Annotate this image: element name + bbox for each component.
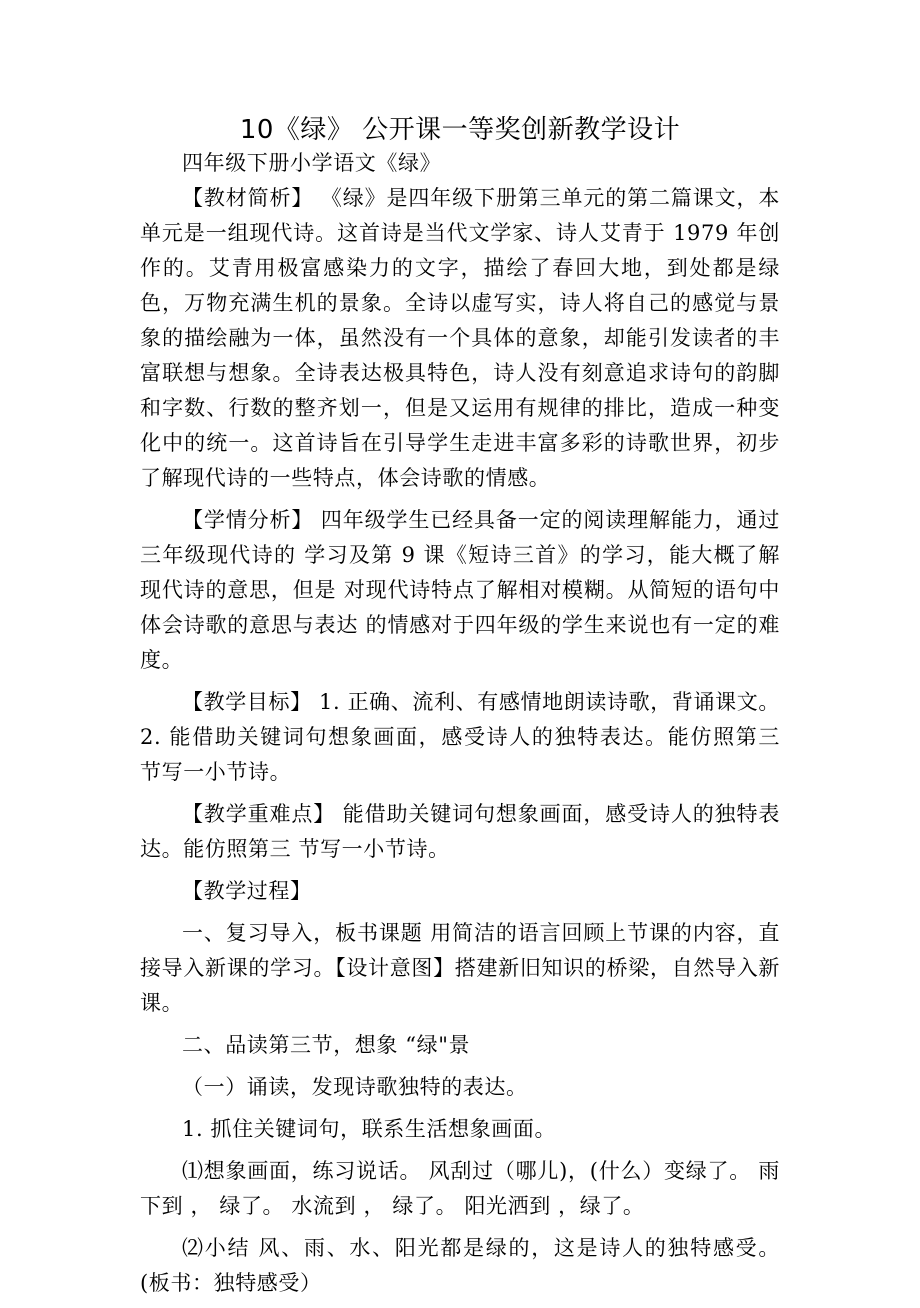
document-body: [140, 146, 780, 1308]
section-jiaocai: [140, 181, 780, 496]
process-point-1: 1. 抓住关键词句，联系生活想象画面。: [182, 1117, 557, 1141]
section-label: 【教学过程】: [182, 879, 312, 903]
section-label: 【教材简析】: [182, 186, 314, 210]
section-xueqing: [140, 503, 780, 678]
section-guocheng: [140, 874, 780, 909]
section-zhongnandian: [140, 797, 780, 867]
section-label: 【教学目标】: [182, 690, 312, 714]
section-text: 1. 正确、流利、有感情地朗读诗歌，背诵课文。2. 能借助关键词句想象画面，感受诗人的独特表达。能仿照第三 节写一小节诗。: [140, 690, 780, 784]
process-item-1: ⑴想象画面，练习说话。 风刮过（哪儿)，(什么）变绿了。 雨下到 ， 绿了。 水流到 ， 绿了。 阳光洒到 ，绿了。: [140, 1159, 780, 1218]
process-step-1: 一、复习导入，板书课题 用简洁的语言回顾上节课的内容，直接导入新课的学习。【设计意图】搭建新旧知识的桥梁，自然导入新课。: [140, 921, 780, 1015]
section-label: 【教学重难点】: [182, 802, 336, 826]
section-label: 【学情分析】: [182, 508, 314, 532]
section-text: 能借助关键词句想象画面，感受诗人的独特表达。能仿照第三 节写一小节诗。: [140, 802, 780, 861]
process-step-2: 二、品读第三节，想象 “绿"景: [182, 1033, 471, 1057]
document-subtitle: 四年级下册小学语文《绿》: [182, 151, 442, 175]
section-text: 《绿》是四年级下册第三单元的第二篇课文，本单元是一组现代诗。这首诗是当代文学家、诗人艾青于 1979 年创作的。艾青用极富感染力的文字，描绘了春回大地，到处都是绿色，万物充满生机的景象。全诗以虚写实，诗人将自己的感觉与景象的描绘融为一体，虽然没有一个具体的意象，却能引发读者的丰富联想与想象。全诗表达极具特色，诗人没有刻意追求诗句的韵脚和字数、行数的整齐划一，但是又运用有规律的排比，造成一种变化中的统一。这首诗旨在引导学生走进丰富多彩的诗歌世界，初步了解现代诗的一些特点，体会诗歌的情感。: [140, 186, 780, 490]
document-title: 10《绿》 公开课一等奖创新教学设计: [239, 115, 681, 145]
section-text: 四年级学生已经具备一定的阅读理解能力，通过三年级现代诗的 学习及第 9 课《短诗三首》的学习，能大概了解现代诗的意思，但是 对现代诗特点了解相对模糊。从简短的语句中体会诗歌的意思与表达 的情感对于四年级的学生来说也有一定的难度。: [140, 508, 780, 672]
process-substep-1: （一）诵读，发现诗歌独特的表达。: [182, 1075, 528, 1099]
process-item-2: ⑵小结 风、雨、水、阳光都是绿的，这是诗人的独特感受。(板书：独特感受）: [140, 1236, 780, 1295]
section-mubiao: [140, 685, 780, 790]
